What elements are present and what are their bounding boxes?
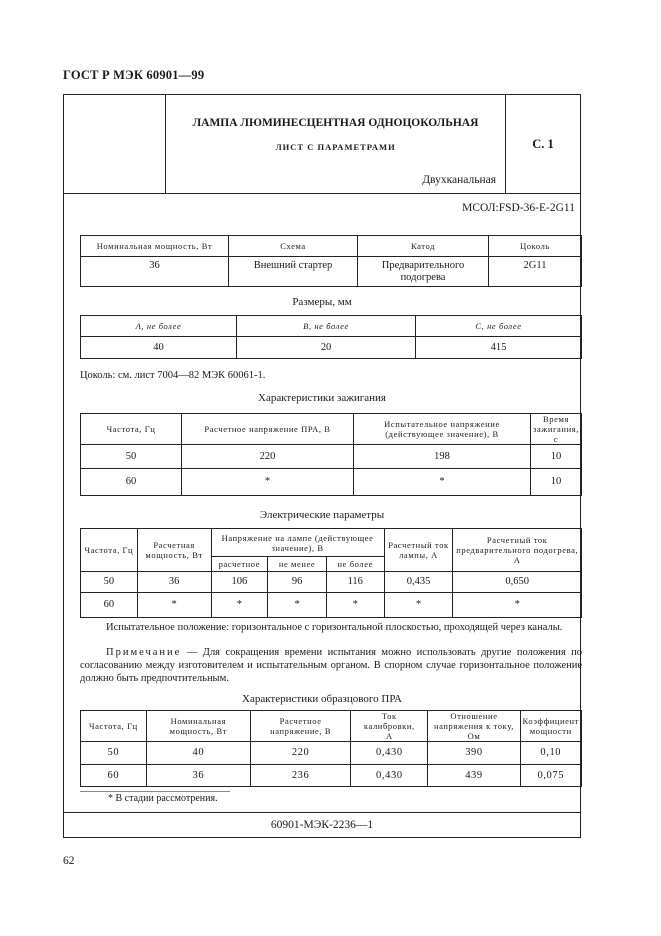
table-cell: 10 xyxy=(531,469,582,496)
table-header: B, не более xyxy=(237,316,416,337)
table-cell: 36 xyxy=(81,257,229,287)
table-header: Испытательное напряжение (действующее значение), В xyxy=(354,414,531,445)
electrical-table xyxy=(80,528,582,618)
table-cell: 198 xyxy=(354,445,531,469)
section-title: Электрические параметры xyxy=(259,509,385,521)
table-cell: 36 xyxy=(137,572,211,593)
section-title: Характеристики образцового ПРА xyxy=(242,693,402,705)
table-header: Частота, Гц xyxy=(81,414,182,445)
table-cell: 0,430 xyxy=(351,742,428,765)
footer-code: 60901-МЭК-2236—1 xyxy=(270,819,374,831)
table-cell: 439 xyxy=(428,765,520,787)
table-header: C, не более xyxy=(416,316,582,337)
table-cell: * xyxy=(137,593,211,618)
note-label: Примечание xyxy=(106,647,182,658)
dimensions-table xyxy=(80,315,582,359)
footnote-rule xyxy=(80,791,230,792)
table-header: Схема xyxy=(229,236,358,257)
table-header: Катод xyxy=(358,236,489,257)
cap-note: Цоколь: см. лист 7004—82 МЭК 60061-1. xyxy=(80,370,266,381)
table-cell: 50 xyxy=(81,742,147,765)
table-cell: 220 xyxy=(182,445,354,469)
note-paragraph xyxy=(80,646,582,685)
note-text: — Для сокращения времени испытания можно использовать другие положения по согласованию между изготовителем и испытательным органом. В спорном случае горизонтальное положение должно быть предпочтительным. xyxy=(80,647,582,684)
test-position-text: Испытательное положение: горизонтальное с горизонтальной плоскостью, проходящей через каналы. xyxy=(106,622,563,633)
table-header: расчетное xyxy=(211,557,268,572)
page-number: 62 xyxy=(63,855,75,867)
table-cell: 0,435 xyxy=(384,572,453,593)
table-header: Расчетный ток предварительного подогрева, А xyxy=(453,529,582,572)
ballast-table xyxy=(80,710,582,787)
table-cell: 60 xyxy=(81,765,147,787)
section-title: Характеристики зажигания xyxy=(258,392,386,404)
lamp-title: ЛАМПА ЛЮМИНЕСЦЕНТНАЯ ОДНОЦОКОЛЬНАЯ xyxy=(192,117,479,129)
table-header: Частота, Гц xyxy=(81,529,138,572)
sheet-title: ЛИСТ С ПАРАМЕТРАМИ xyxy=(275,142,396,152)
table-cell: * xyxy=(326,593,384,618)
table-header: Время зажигания, с xyxy=(531,414,582,445)
table-cell: 20 xyxy=(237,337,416,359)
footnote: * В стадии рассмотрения. xyxy=(108,793,218,804)
table-cell: Предварительного подогрева xyxy=(358,257,489,287)
table-header: A, не более xyxy=(81,316,237,337)
section-title: Размеры, мм xyxy=(292,296,352,308)
table-cell: * xyxy=(354,469,531,496)
table-cell: 40 xyxy=(146,742,250,765)
table-cell: 390 xyxy=(428,742,520,765)
table-cell: 106 xyxy=(211,572,268,593)
table-cell: 0,650 xyxy=(453,572,582,593)
footer-divider xyxy=(63,812,581,813)
table-cell: 96 xyxy=(268,572,327,593)
table-header: Коэффициент мощности xyxy=(520,711,581,742)
table-header: Расчетное напряжение, В xyxy=(250,711,350,742)
table-cell: 36 xyxy=(146,765,250,787)
table-cell: Внешний стартер xyxy=(229,257,358,287)
table-header: Расчетная мощность, Вт xyxy=(137,529,211,572)
ignition-table xyxy=(80,413,582,496)
table-header: Номинальная мощность, Вт xyxy=(81,236,229,257)
table-header: не более xyxy=(326,557,384,572)
table-cell: 60 xyxy=(81,469,182,496)
table-header: Расчетный ток лампы, А xyxy=(384,529,453,572)
channel-type: Двухканальная xyxy=(422,174,496,186)
page-code: С. 1 xyxy=(532,137,554,151)
table-cell: 0,075 xyxy=(520,765,581,787)
table-cell: 0,10 xyxy=(520,742,581,765)
table-cell: 116 xyxy=(326,572,384,593)
header-divider xyxy=(63,193,581,194)
table-cell: 60 xyxy=(81,593,138,618)
table-cell: * xyxy=(384,593,453,618)
table-header: Номинальная мощность, Вт xyxy=(146,711,250,742)
table-header: Ток калибровки, А xyxy=(351,711,428,742)
general-table xyxy=(80,235,582,287)
table-cell: 10 xyxy=(531,445,582,469)
table-cell: 2G11 xyxy=(489,257,582,287)
table-header: Напряжение на лампе (действующее значение), В xyxy=(211,529,384,557)
table-cell: * xyxy=(268,593,327,618)
table-cell: 50 xyxy=(81,445,182,469)
table-header: Цоколь xyxy=(489,236,582,257)
lamp-designation: МСОЛ:FSD-36-E-2G11 xyxy=(462,202,575,214)
document-title: ГОСТ Р МЭК 60901—99 xyxy=(63,68,205,82)
table-cell: 40 xyxy=(81,337,237,359)
table-header: Расчетное напряжение ПРА, В xyxy=(182,414,354,445)
table-header: не менее xyxy=(268,557,327,572)
table-cell: 0,430 xyxy=(351,765,428,787)
table-cell: * xyxy=(211,593,268,618)
table-cell: 415 xyxy=(416,337,582,359)
table-cell: 236 xyxy=(250,765,350,787)
table-cell: 220 xyxy=(250,742,350,765)
table-header: Отношение напряжения к току, Ом xyxy=(428,711,520,742)
table-cell: 50 xyxy=(81,572,138,593)
table-header: Частота, Гц xyxy=(81,711,147,742)
table-cell: * xyxy=(453,593,582,618)
table-cell: * xyxy=(182,469,354,496)
